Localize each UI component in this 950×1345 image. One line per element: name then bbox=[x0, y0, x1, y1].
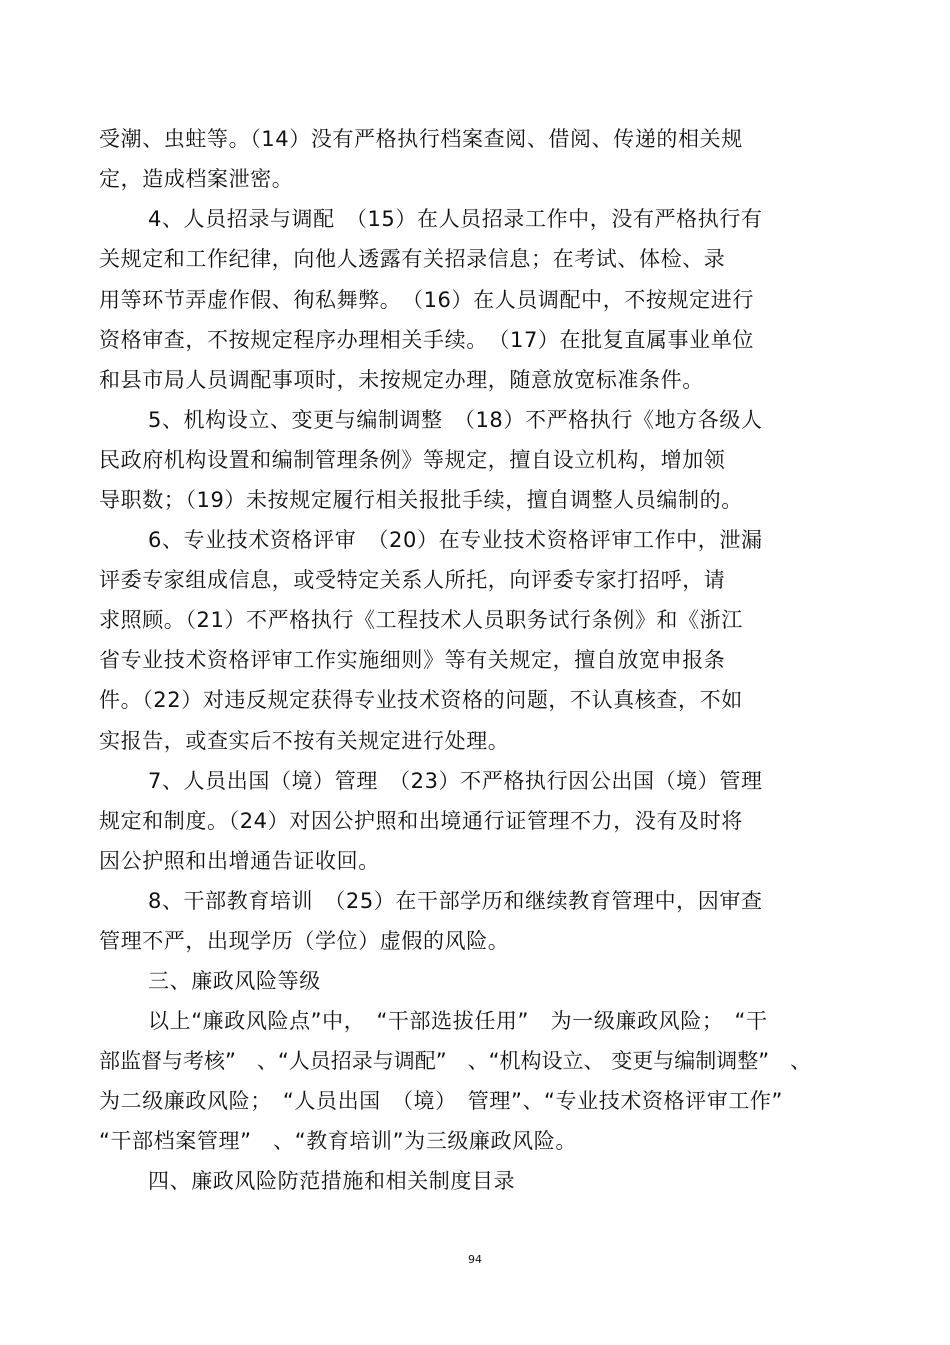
text-line: 和县市局人员调配事项时，未按规定办理，随意放宽标准条件。 bbox=[99, 368, 704, 392]
text-line: 定，造成档案泄密。 bbox=[99, 167, 294, 191]
text-line: 受潮、虫蛀等。（14）没有严格执行档案查阅、借阅、传递的相关规 bbox=[99, 127, 743, 151]
text-line: “干部档案管理” 、“教育培训”为三级廉政风险。 bbox=[99, 1129, 577, 1153]
text-line: 部监督与考核” 、“人员招录与调配” 、“机构设立、 变更与编制调整” 、 bbox=[99, 1049, 812, 1073]
text-line: 民政府机构设置和编制管理条例》等规定，擅自设立机构，增加领 bbox=[99, 448, 726, 472]
section-heading-4-measures: 四、廉政风险防范措施和相关制度目录 bbox=[148, 1169, 516, 1193]
text-line: 评委专家组成信息，或受特定关系人所托，向评委专家打招呼，请 bbox=[99, 568, 726, 592]
text-line: 为二级廉政风险； “人员出国 （境） 管理”、“专业技术资格评审工作” bbox=[99, 1089, 784, 1113]
text-line: 因公护照和出增通告证收回。 bbox=[99, 849, 380, 873]
text-line: 求照顾。（21）不严格执行《工程技术人员职务试行条例》和《浙江 bbox=[99, 608, 743, 632]
text-line: 资格审查，不按规定程序办理相关手续。 （17）在批复直属事业单位 bbox=[99, 328, 754, 352]
text-line: 件。（22）对违反规定获得专业技术资格的问题，不认真核查，不如 bbox=[99, 688, 743, 712]
section-heading-4: 4、人员招录与调配 （15）在人员招录工作中，没有严格执行有 bbox=[148, 207, 763, 231]
page-number: 94 bbox=[468, 1253, 482, 1266]
text-line: 导职数；（19）未按规定履行相关报批手续，擅自调整人员编制的。 bbox=[99, 488, 743, 512]
section-heading-5: 5、机构设立、变更与编制调整 （18）不严格执行《地方各级人 bbox=[148, 408, 763, 432]
text-line: 用等环节弄虚作假、徇私舞弊。 （16）在人员调配中，不按规定进行 bbox=[99, 288, 754, 312]
text-line: 实报告，或查实后不按有关规定进行处理。 bbox=[99, 729, 510, 753]
text-line: 省专业技术资格评审工作实施细则》等有关规定，擅自放宽申报条 bbox=[99, 648, 726, 672]
text-line: 以上“廉政风险点”中， “干部选拔任用” 为一级廉政风险； “干 bbox=[148, 1009, 768, 1033]
section-heading-7: 7、人员出国（境）管理 （23）不严格执行因公出国（境）管理 bbox=[148, 769, 763, 793]
section-heading-6: 6、专业技术资格评审 （20）在专业技术资格评审工作中，泄漏 bbox=[148, 528, 763, 552]
section-heading-8: 8、干部教育培训 （25）在干部学历和继续教育管理中，因审查 bbox=[148, 889, 763, 913]
section-heading-3: 三、廉政风险等级 bbox=[148, 969, 321, 993]
text-line: 关规定和工作纪律，向他人透露有关招录信息；在考试、体检、录 bbox=[99, 247, 726, 271]
text-line: 管理不严，出现学历（学位）虚假的风险。 bbox=[99, 929, 510, 953]
text-line: 规定和制度。（24）对因公护照和出境通行证管理不力，没有及时将 bbox=[99, 809, 743, 833]
